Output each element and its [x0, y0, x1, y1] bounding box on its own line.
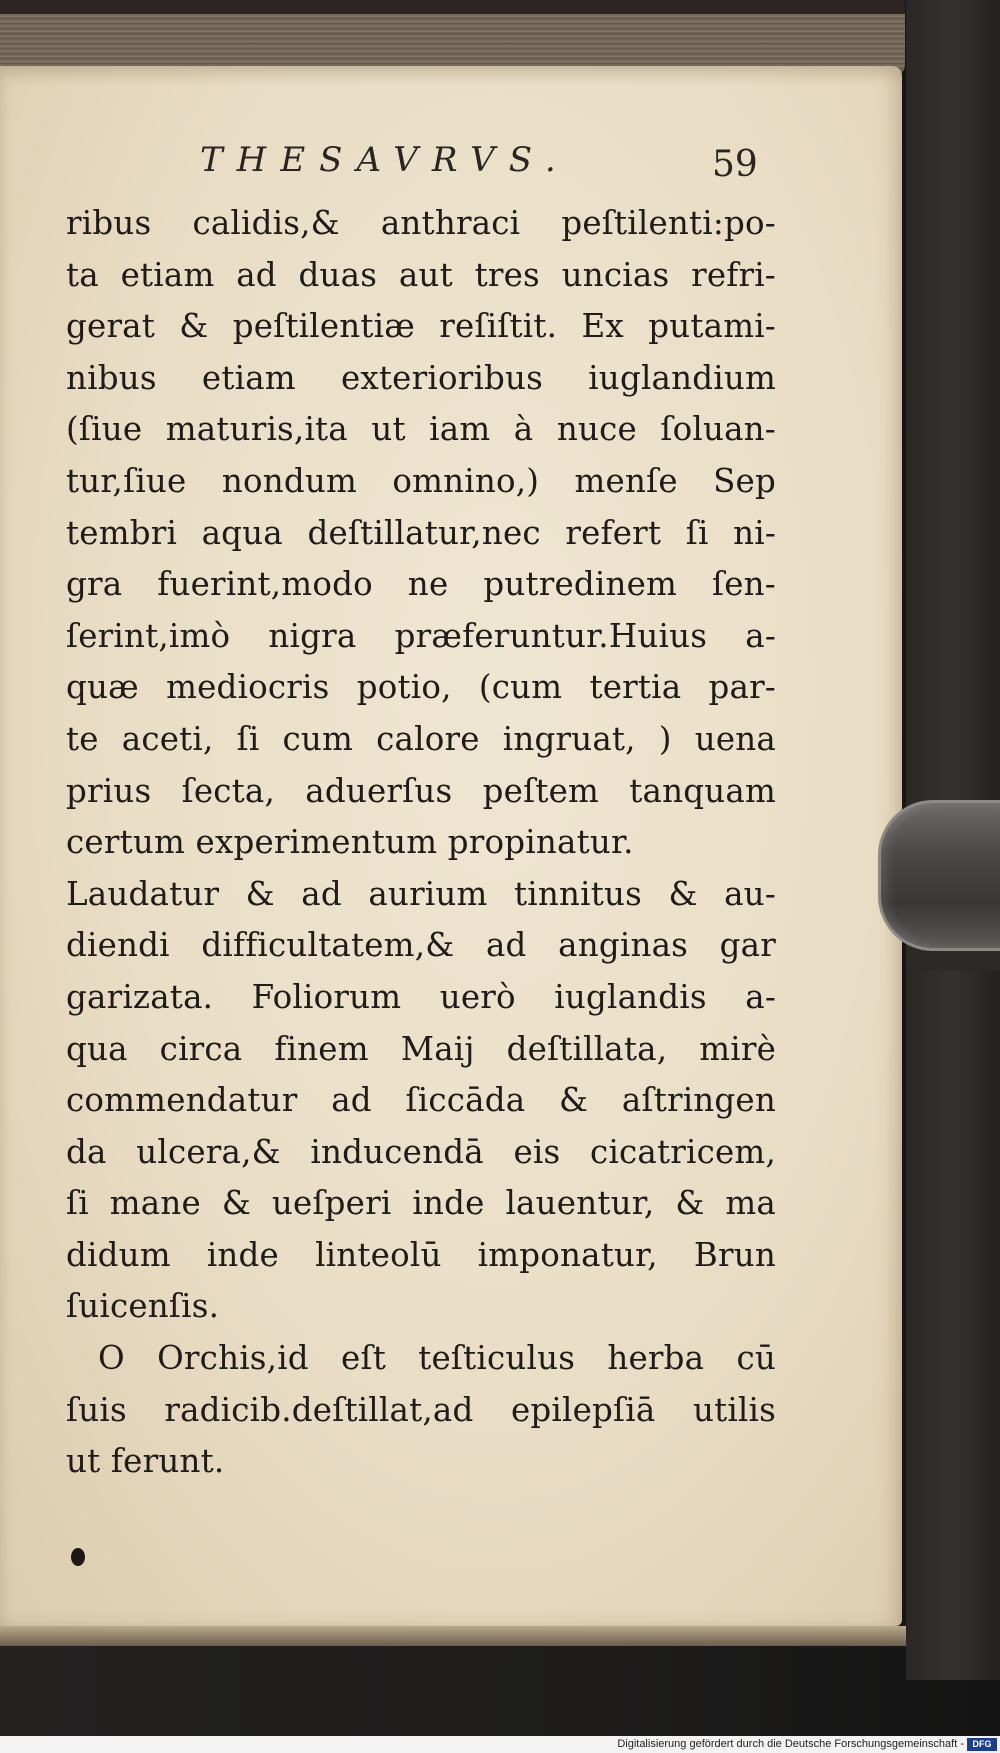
text-line: quæ mediocris potio, (cum tertia par- [66, 668, 776, 707]
text-line: Laudatur & ad aurium tinnitus & au- [66, 874, 776, 913]
dfg-logo: DFG [967, 1738, 997, 1751]
digitization-note: Digitalisierung gefördert durch die Deutsche Forschungsgemeinschaft - [617, 1738, 964, 1750]
text-line: qua circa finem Maij deſtillata, mirè [66, 1029, 776, 1068]
ink-dot [71, 1548, 85, 1566]
text-line: ſi mane & ueſperi inde lauentur, & ma [66, 1184, 776, 1223]
text-line: diendi difficultatem,& ad anginas gar [66, 926, 776, 965]
text-line: te aceti, ſi cum calore ingruat, ) uena [66, 719, 776, 758]
text-line: ſuicenſis. [66, 1287, 220, 1326]
text-line: ſuis radicib.deſtillat,ad epilepſiā utilis [66, 1390, 776, 1429]
page-edge-bottom [0, 1626, 906, 1646]
text-line: ribus calidis,& anthraci peſtilenti:po- [66, 204, 776, 242]
text-line: ſerint,imò nigra præferuntur.Huius a- [66, 616, 776, 655]
page-clip [878, 800, 1000, 951]
text-line: ta etiam ad duas aut tres uncias refri- [66, 255, 776, 294]
text-line: gra fuerint,modo ne putredinem ſen- [66, 565, 776, 604]
text-line: (ſiue maturis,ita ut iam à nuce ſoluan- [66, 410, 776, 449]
page-number: 59 [712, 144, 758, 185]
text-line: da ulcera,& inducendā eis cicatricem, [66, 1132, 776, 1171]
text-line: garizata. Foliorum uerò iuglandis a- [66, 977, 776, 1016]
text-line: didum inde linteolū imponatur, Brun [66, 1235, 776, 1274]
text-line: ut ferunt. [66, 1442, 225, 1481]
text-line: tembri aqua deſtillatur,nec refert ſi ni- [66, 513, 776, 552]
text-line: nibus etiam exterioribus iuglandium [66, 358, 776, 397]
text-line: commendatur ad ſiccāda & aſtringen [66, 1081, 776, 1120]
text-line: gerat & peſtilentiæ reſiſtit. Ex putami- [66, 307, 776, 346]
page-header [200, 140, 800, 192]
text-line: O Orchis,id eſt teſticulus herba cū [98, 1339, 776, 1378]
page-edges-shadow [0, 0, 905, 14]
text-line: prius ſecta, aduerſus peſtem tanquam [66, 771, 776, 810]
running-title: THESAVRVS. [200, 140, 570, 180]
text-line: tur,ſiue nondum omnino,) menſe Sep [66, 461, 776, 500]
text-line: certum experimentum propinatur. [66, 823, 634, 862]
body-text [66, 198, 776, 1488]
